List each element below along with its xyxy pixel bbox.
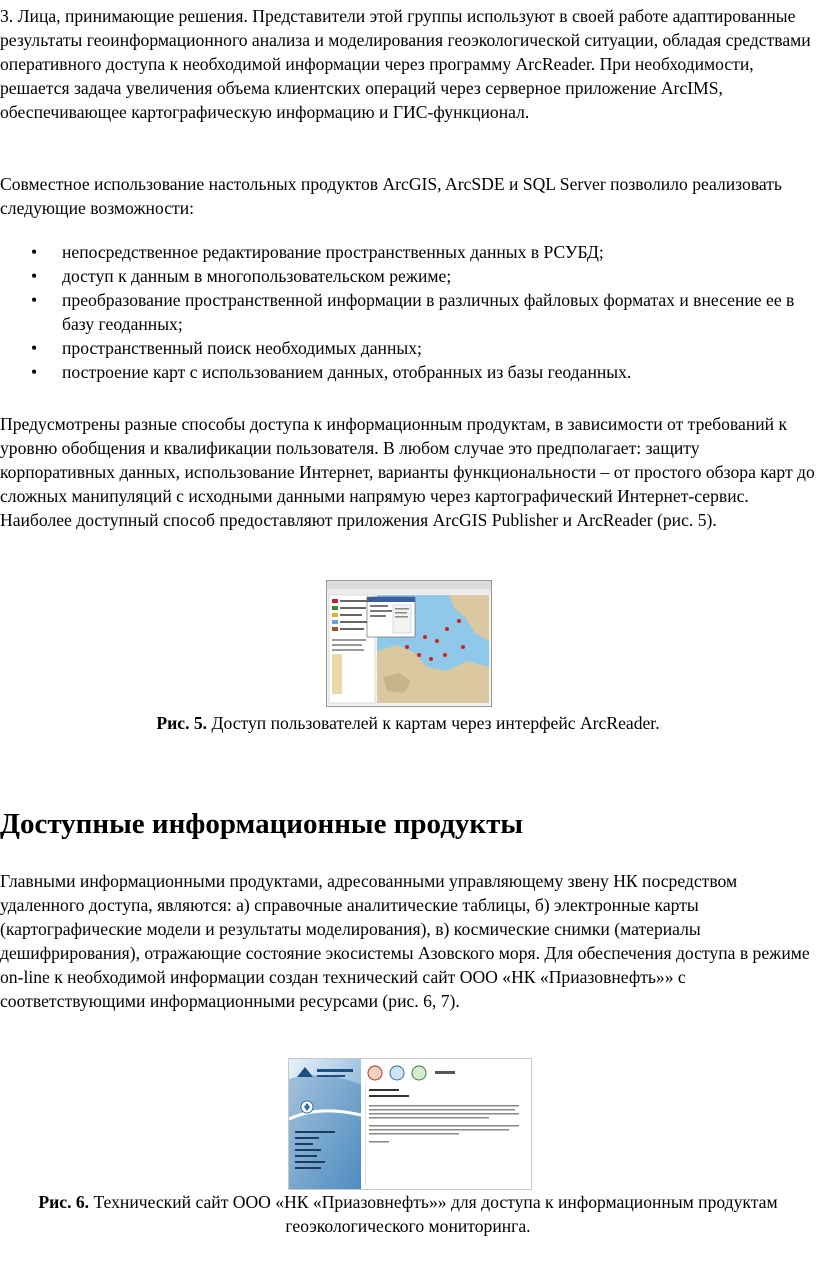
- figure-5-label: Рис. 5.: [156, 713, 208, 733]
- list-item: [0, 336, 816, 360]
- bullet-icon: •: [31, 290, 38, 310]
- figure-5-caption-text: Доступ пользователей к картам через интерфейс ArcReader.: [207, 713, 660, 733]
- figure-5-arcreader-screenshot: [326, 580, 492, 707]
- paragraph-access-methods: Предусмотрены разные способы доступа к информационным продуктам, в зависимости от требований к уровню обобщения и квалификации пользователя. В любом случае это предполагает: защиту корпоративных данных, использование Интернет, варианты функциональности – от простого обзора карт до сложных манипуляций с исходными данными напрямую через картографический Интернет-сервис. Наиболее доступный способ предоставляют приложения ArcGIS Publisher и ArcReader (рис. 5).: [0, 414, 815, 530]
- bullet-icon: •: [31, 362, 38, 382]
- list-item: [0, 264, 816, 288]
- bullet-icon: •: [31, 266, 38, 286]
- list-item-text: построение карт с использованием данных, отобранных из базы геоданных.: [62, 362, 632, 382]
- section-heading: Доступные информационные продукты: [0, 808, 523, 840]
- list-item: [0, 288, 816, 336]
- list-item-text: пространственный поиск необходимых данных;: [62, 338, 422, 358]
- list-item-text: преобразование пространственной информации в различных файловых форматах и внесение ее в базу геоданных;: [62, 290, 795, 334]
- figure-6-caption-text: Технический сайт ООО «НК «Приазовнефть»» для доступа к информационным продуктам геоэкологического мониторинга.: [89, 1192, 778, 1236]
- figure-5-caption: [0, 711, 816, 735]
- list-item: [0, 360, 816, 384]
- bullet-icon: •: [31, 338, 38, 358]
- figure-6-label: Рис. 6.: [38, 1192, 90, 1212]
- paragraph-info-products: Главными информационными продуктами, адресованными управляющему звену НК посредством удаленного доступа, являются: а) справочные аналитические таблицы, б) электронные карты (картографические модели и результаты моделирования), в) космические снимки (материалы дешифрирования), отражающие состояние экосистемы Азовского моря. Для обеспечения доступа в режиме on-line к необходимой информации создан технический сайт ООО «НК «Приазовнефть»» с соответствующими информационными ресурсами (рис. 6, 7).: [0, 871, 810, 1011]
- figure-6-website-screenshot: [288, 1058, 532, 1190]
- list-item-text: доступ к данным в многопользовательском режиме;: [62, 266, 452, 286]
- figure-6-caption: [0, 1190, 816, 1238]
- paragraph-decision-makers: 3. Лица, принимающие решения. Представители этой группы используют в своей работе адаптированные результаты геоинформационного анализа и моделирования геоэкологической ситуации, обладая средствами оперативного доступа к необходимой информации через программу ArcReader. При необходимости, решается задача увеличения объема клиентских операций через серверное приложение ArcIMS, обеспечивающее картографическую информацию и ГИС-функционал.: [0, 6, 811, 122]
- capabilities-list: [0, 240, 816, 384]
- arcreader-window-graphic: [327, 581, 491, 706]
- website-graphic: [289, 1059, 531, 1189]
- bullet-icon: •: [31, 242, 38, 262]
- list-item-text: непосредственное редактирование пространственных данных в РСУБД;: [62, 242, 604, 262]
- list-item: [0, 240, 816, 264]
- paragraph-capabilities-intro: Совместное использование настольных продуктов ArcGIS, ArcSDE и SQL Server позволило реализовать следующие возможности:: [0, 174, 782, 218]
